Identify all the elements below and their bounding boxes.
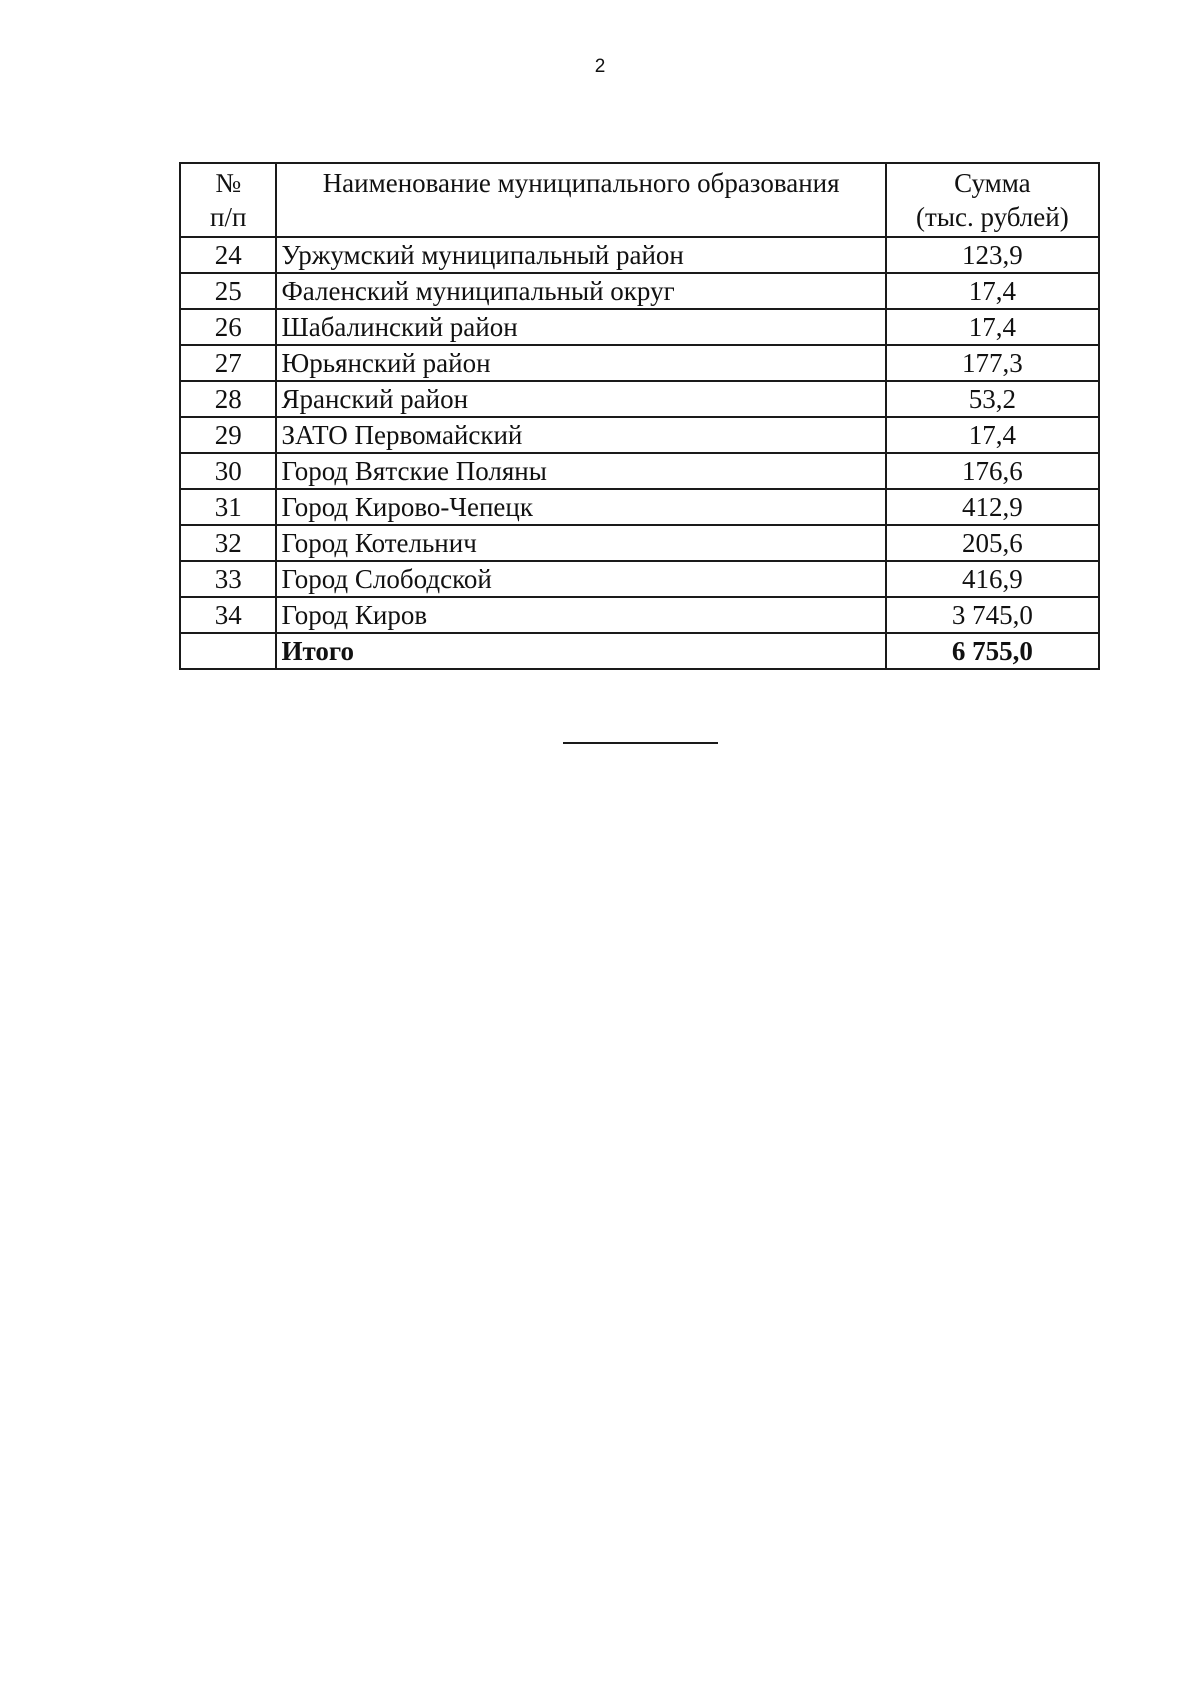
- row-sum: 176,6: [886, 453, 1099, 489]
- table-row: [180, 273, 1099, 309]
- header-sum-line1: Сумма: [954, 168, 1031, 198]
- row-number: 29: [180, 417, 276, 453]
- row-sum: 3 745,0: [886, 597, 1099, 633]
- header-sum-line2: (тыс. рублей): [916, 202, 1069, 232]
- header-number: [180, 163, 276, 237]
- row-name: ЗАТО Первомайский: [276, 417, 885, 453]
- row-sum: 17,4: [886, 309, 1099, 345]
- row-name: Яранский район: [276, 381, 885, 417]
- municipal-sums-table: [179, 162, 1100, 670]
- row-number: 30: [180, 453, 276, 489]
- row-number: 25: [180, 273, 276, 309]
- total-row: [180, 633, 1099, 669]
- table-row: [180, 453, 1099, 489]
- table-row: [180, 525, 1099, 561]
- table-row: [180, 561, 1099, 597]
- row-sum: 416,9: [886, 561, 1099, 597]
- header-sum: [886, 163, 1099, 237]
- row-number: 33: [180, 561, 276, 597]
- end-of-document-rule: [563, 742, 718, 744]
- row-number: 31: [180, 489, 276, 525]
- row-number: 26: [180, 309, 276, 345]
- row-name: Город Киров: [276, 597, 885, 633]
- row-name: Уржумский муниципальный район: [276, 237, 885, 273]
- header-number-line1: №: [215, 168, 242, 198]
- table-row: [180, 309, 1099, 345]
- total-sum: 6 755,0: [886, 633, 1099, 669]
- row-number: 34: [180, 597, 276, 633]
- row-sum: 53,2: [886, 381, 1099, 417]
- row-name: Город Вятские Поляны: [276, 453, 885, 489]
- row-sum: 205,6: [886, 525, 1099, 561]
- row-name: Город Котельнич: [276, 525, 885, 561]
- row-name: Город Слободской: [276, 561, 885, 597]
- row-number: 24: [180, 237, 276, 273]
- total-label: Итого: [276, 633, 885, 669]
- row-number: 32: [180, 525, 276, 561]
- table-row: [180, 381, 1099, 417]
- row-sum: 177,3: [886, 345, 1099, 381]
- table-header-row: [180, 163, 1099, 237]
- header-number-line2: п/п: [210, 202, 247, 232]
- row-name: Город Кирово-Чепецк: [276, 489, 885, 525]
- row-sum: 412,9: [886, 489, 1099, 525]
- row-name: Фаленский муниципальный округ: [276, 273, 885, 309]
- row-name: Юрьянский район: [276, 345, 885, 381]
- table-row: [180, 489, 1099, 525]
- row-sum: 123,9: [886, 237, 1099, 273]
- row-number: 28: [180, 381, 276, 417]
- page-number: 2: [594, 56, 606, 77]
- header-name: Наименование муниципального образования: [276, 163, 885, 237]
- row-sum: 17,4: [886, 417, 1099, 453]
- row-sum: 17,4: [886, 273, 1099, 309]
- table-row: [180, 237, 1099, 273]
- total-number-empty: [180, 633, 276, 669]
- table-row: [180, 417, 1099, 453]
- row-number: 27: [180, 345, 276, 381]
- row-name: Шабалинский район: [276, 309, 885, 345]
- table-row: [180, 345, 1099, 381]
- table-row: [180, 597, 1099, 633]
